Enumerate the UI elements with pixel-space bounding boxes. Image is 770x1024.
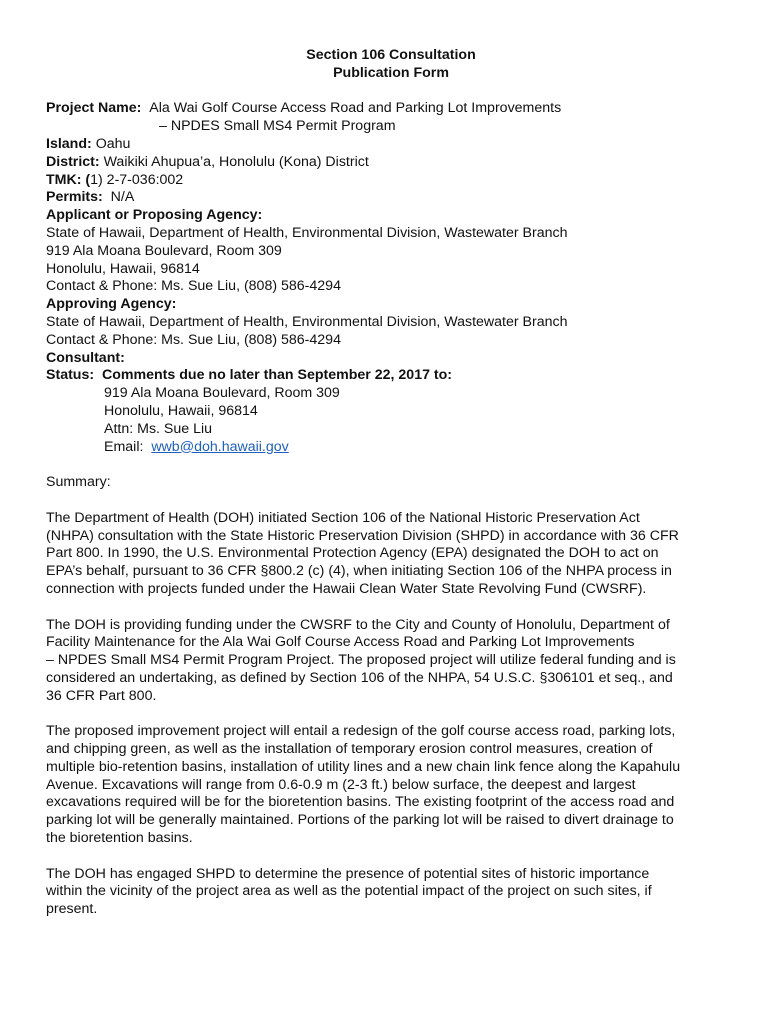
- paragraph-line: 36 CFR Part 800.: [46, 687, 157, 704]
- project-name-label: Project Name:: [46, 100, 142, 117]
- status-text: Comments due no later than September 22, 2017 to:: [101, 367, 453, 384]
- paragraph-line: present.: [46, 901, 98, 918]
- paragraph-line: The DOH is providing funding under the CWSRF to the City and County of Honolulu, Department of: [46, 616, 670, 633]
- permits-row: [46, 189, 736, 207]
- status-row: [46, 367, 736, 385]
- island-value: Oahu: [95, 135, 131, 152]
- district-label: District:: [46, 153, 100, 170]
- paragraph-line: excavations required will be for the bioretention basins. The existing footprint of the access road and: [46, 794, 675, 811]
- paragraph-line: – NPDES Small MS4 Permit Program Project. The proposed project will utilize federal funding and is: [46, 652, 676, 669]
- paragraph-line: Facility Maintenance for the Ala Wai Golf Course Access Road and Parking Lot Improvements: [46, 634, 635, 651]
- form-title: [46, 47, 736, 83]
- paragraph-line: parking lot will be generally maintained. Portions of the parking lot will be raised to divert drainage to: [46, 812, 674, 829]
- paragraph-line: (NHPA) consultation with the State Historic Preservation Division (SHPD) in accordance with 36 CFR: [46, 527, 679, 544]
- applicant-line-1: State of Hawaii, Department of Health, Environmental Division, Wastewater Branch: [46, 224, 568, 241]
- paragraph-line: connection with projects funded under the Hawaii Clean Water State Revolving Fund (CWSRF).: [46, 580, 647, 597]
- status-address-2: Honolulu, Hawaii, 96814: [104, 402, 258, 419]
- summary-paragraph-4: [46, 866, 736, 919]
- paragraph-line: multiple bio-retention basins, installation of utility lines and a new chain link fence along the Kapahulu: [46, 758, 681, 775]
- paragraph-line: and chipping green, as well as the installation of temporary erosion control measures, creation of: [46, 741, 653, 758]
- tmk-value: 1) 2-7-036:002: [90, 171, 184, 188]
- project-name-continuation: – NPDES Small MS4 Permit Program: [159, 118, 396, 135]
- paragraph-line: The proposed improvement project will entail a redesign of the golf course access road, parking lots,: [46, 723, 676, 740]
- approving-line-2: Contact & Phone: Ms. Sue Liu, (808) 586-4294: [46, 331, 341, 348]
- permits-label: Permits:: [46, 189, 103, 206]
- paragraph-line: EPA’s behalf, pursuant to 36 CFR §800.2 (c) (4), when initiating Section 106 of the NHPA process in: [46, 563, 672, 580]
- approving-line-1: State of Hawaii, Department of Health, Environmental Division, Wastewater Branch: [46, 313, 568, 330]
- status-address-1: 919 Ala Moana Boulevard, Room 309: [104, 385, 340, 402]
- paragraph-line: The Department of Health (DOH) initiated Section 106 of the National Historic Preservation Act: [46, 509, 640, 526]
- applicant-line-2: 919 Ala Moana Boulevard, Room 309: [46, 242, 282, 259]
- paragraph-line: The DOH has engaged SHPD to determine the presence of potential sites of historic importance: [46, 865, 650, 882]
- permits-value: N/A: [110, 189, 135, 206]
- email-label: Email:: [104, 438, 144, 455]
- tmk-label: TMK: (: [46, 171, 91, 188]
- status-attn: Attn: Ms. Sue Liu: [104, 420, 213, 437]
- status-email-row: [46, 439, 736, 457]
- applicant-label: Applicant or Proposing Agency:: [46, 207, 263, 224]
- approving-label: Approving Agency:: [46, 296, 177, 313]
- consultant-label: Consultant:: [46, 349, 125, 366]
- tmk-row: [46, 172, 736, 190]
- title-line-2: Publication Form: [333, 64, 449, 81]
- project-name-value: Ala Wai Golf Course Access Road and Parking Lot Improvements: [149, 100, 562, 117]
- applicant-line-3: Honolulu, Hawaii, 96814: [46, 260, 200, 277]
- summary-paragraph-1: [46, 510, 736, 599]
- summary-label: Summary:: [46, 474, 111, 491]
- district-value: Waikiki Ahupua’a, Honolulu (Kona) District: [103, 153, 369, 170]
- document-page: [46, 47, 736, 919]
- title-line-1: Section 106 Consultation: [306, 47, 476, 63]
- island-row: [46, 136, 736, 154]
- paragraph-line: Avenue. Excavations will range from 0.6-0.9 m (2-3 ft.) below surface, the deepest and largest: [46, 776, 636, 793]
- paragraph-line: within the vicinity of the project area as well as the potential impact of the project on such sites, if: [46, 883, 652, 900]
- summary-paragraph-2: [46, 617, 736, 706]
- summary-paragraph-3: [46, 723, 736, 848]
- email-link[interactable]: wwb@doh.hawaii.gov: [151, 438, 289, 455]
- district-row: [46, 154, 736, 172]
- paragraph-line: considered an undertaking, as defined by Section 106 of the NHPA, 54 U.S.C. §306101 et seq., and: [46, 669, 673, 686]
- applicant-line-4: Contact & Phone: Ms. Sue Liu, (808) 586-4294: [46, 278, 341, 295]
- paragraph-line: Part 800. In 1990, the U.S. Environmental Protection Agency (EPA) designated the DOH to act on: [46, 545, 659, 562]
- project-name-row: [46, 100, 736, 118]
- status-label: Status:: [46, 367, 95, 384]
- paragraph-line: the bioretention basins.: [46, 830, 193, 847]
- island-label: Island:: [46, 135, 92, 152]
